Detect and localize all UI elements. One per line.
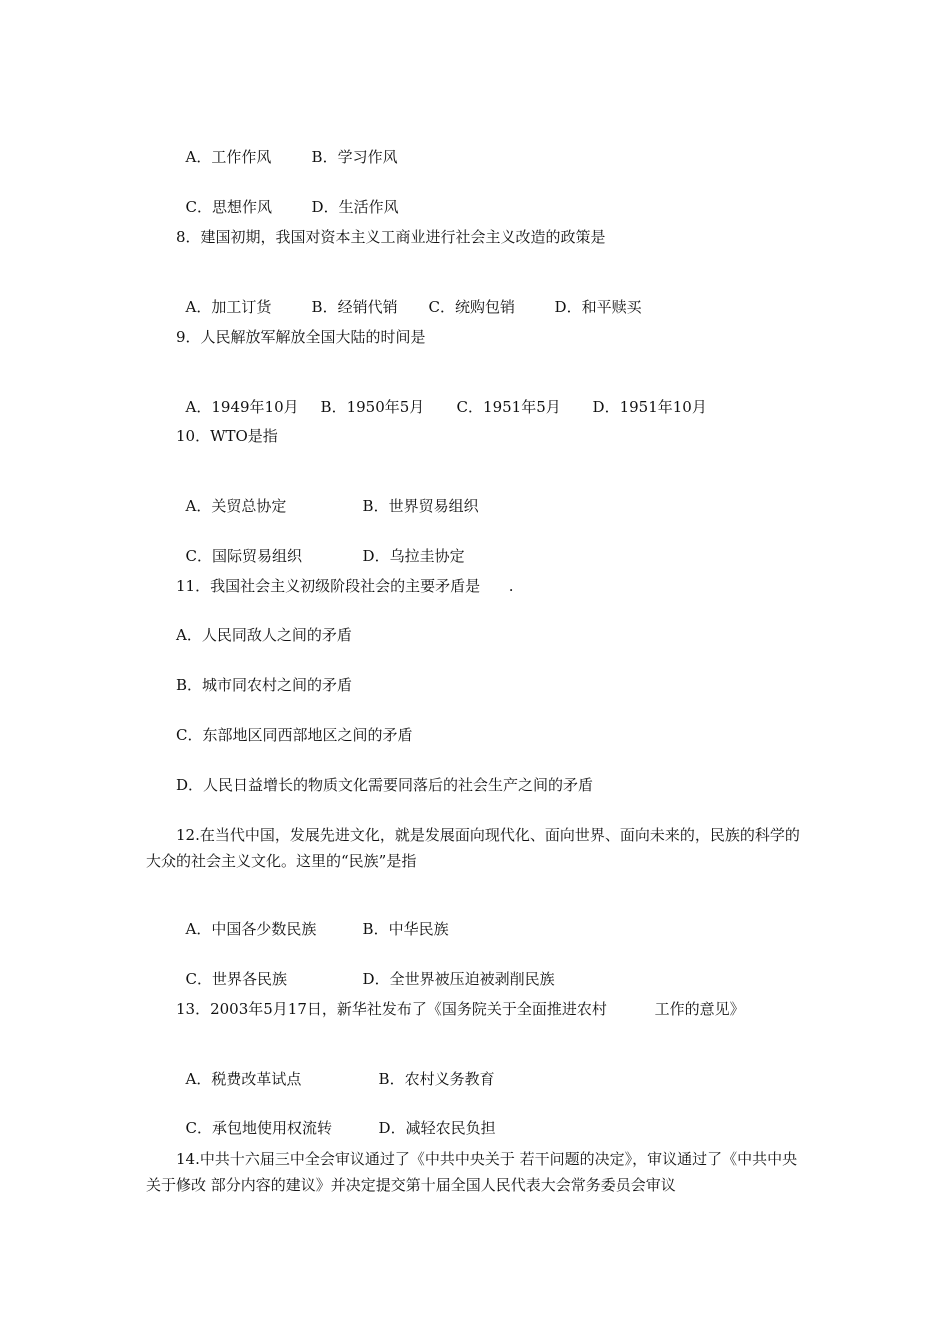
q10-stem: 10．WTO是指 [176, 427, 278, 445]
q7-option-a[interactable]: A．工作作风 [185, 148, 272, 166]
q13-options-row-2 [176, 1098, 496, 1138]
q9-option-b[interactable]: B．1950年5月 [320, 398, 425, 416]
q7-options-row-1 [176, 127, 398, 167]
q9-options [176, 377, 707, 417]
q12-option-c[interactable]: C．世界各民族 [185, 970, 288, 988]
q9-option-c[interactable]: C．1951年5月 [456, 398, 561, 416]
q11-option-a[interactable]: A．人民同敌人之间的矛盾 [176, 626, 352, 644]
q9-option-d[interactable]: D．1951年10月 [592, 398, 707, 416]
q12-option-a[interactable]: A．中国各少数民族 [185, 920, 317, 938]
q12-options-row-1 [176, 899, 449, 939]
q10-option-c[interactable]: C．国际贸易组织 [185, 547, 303, 565]
q13-options-row-1 [176, 1049, 495, 1089]
q13-stem: 13．2003年5月17日，新华社发布了《国务院关于全面推进农村 工作的意见》 [176, 1000, 745, 1018]
q12-option-b[interactable]: B．中华民族 [362, 920, 449, 938]
q12-stem: 12.在当代中国，发展先进文化，就是发展面向现代化、面向世界、面向未来的，民族的科学的大众的社会主义文化。这里的“民族”是指 [146, 826, 800, 870]
q8-option-d[interactable]: D．和平赎买 [554, 298, 642, 316]
q7-options-row-2 [176, 177, 399, 217]
q10-option-b[interactable]: B．世界贸易组织 [362, 497, 479, 515]
q12-options-row-2 [176, 949, 555, 989]
q14-stem: 14.中共十六届三中全会审议通过了《中共中央关于 若干问题的决定》，审议通过了《中共中央关于修改 部分内容的建议》并决定提交第十届全国人民代表大会常务委员会审议 [146, 1150, 798, 1194]
q7-option-c[interactable]: C．思想作风 [185, 198, 273, 216]
q10-options-row-2 [176, 526, 465, 566]
q7-option-d[interactable]: D．生活作风 [311, 198, 399, 216]
q7-option-b[interactable]: B．学习作风 [311, 148, 398, 166]
q8-option-c[interactable]: C．统购包销 [428, 298, 516, 316]
q8-option-a[interactable]: A．加工订货 [185, 298, 272, 316]
q9-stem: 9．人民解放军解放全国大陆的时间是 [176, 328, 426, 346]
q11-option-d[interactable]: D．人民日益增长的物质文化需要同落后的社会生产之间的矛盾 [176, 776, 594, 794]
q13-option-b[interactable]: B．农村义务教育 [378, 1070, 495, 1088]
q11-option-c[interactable]: C．东部地区同西部地区之间的矛盾 [176, 726, 413, 744]
q13-option-c[interactable]: C．承包地使用权流转 [185, 1119, 333, 1137]
q8-stem: 8．建国初期，我国对资本主义工商业进行社会主义改造的政策是 [176, 228, 606, 246]
q13-option-a[interactable]: A．税费改革试点 [185, 1070, 302, 1088]
q10-option-d[interactable]: D．乌拉圭协定 [362, 547, 465, 565]
q11-option-b[interactable]: B．城市同农村之间的矛盾 [176, 676, 353, 694]
q11-stem: 11．我国社会主义初级阶段社会的主要矛盾是 . [176, 577, 514, 595]
q10-option-a[interactable]: A．关贸总协定 [185, 497, 287, 515]
q10-options-row-1 [176, 476, 479, 516]
q12-option-d[interactable]: D．全世界被压迫被剥削民族 [362, 970, 555, 988]
q8-options [176, 277, 642, 317]
q13-option-d[interactable]: D．减轻农民负担 [378, 1119, 496, 1137]
q8-option-b[interactable]: B．经销代销 [311, 298, 398, 316]
q9-option-a[interactable]: A．1949年10月 [185, 398, 299, 416]
